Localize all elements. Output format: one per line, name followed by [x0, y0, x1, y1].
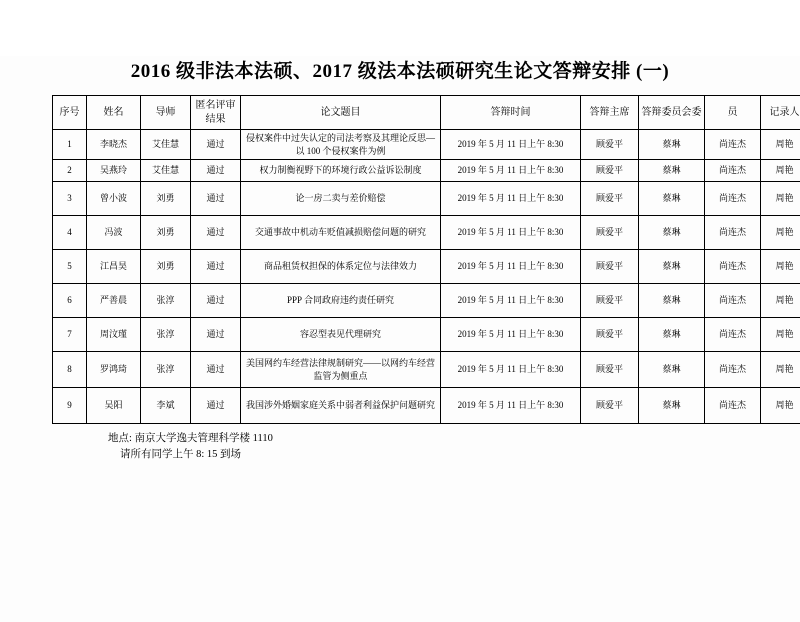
cell-defense-time: 2019 年 5 月 11 日上午 8:30 — [441, 284, 581, 318]
header-topic: 论文题目 — [241, 96, 441, 130]
cell-seq: 9 — [53, 388, 87, 424]
cell-chair: 顾爱平 — [581, 216, 639, 250]
table-body — [53, 130, 800, 424]
table-row — [53, 216, 800, 250]
cell-committee-2: 尚连杰 — [705, 130, 761, 160]
cell-blind-review: 通过 — [191, 352, 241, 388]
document-page — [0, 56, 800, 622]
cell-seq: 6 — [53, 284, 87, 318]
cell-committee-2: 尚连杰 — [705, 284, 761, 318]
cell-recorder: 周艳 — [761, 388, 800, 424]
cell-recorder: 周艳 — [761, 130, 800, 160]
cell-name: 江昌昊 — [87, 250, 141, 284]
cell-committee-2: 尚连杰 — [705, 388, 761, 424]
cell-committee-2: 尚连杰 — [705, 160, 761, 182]
cell-chair: 顾爱平 — [581, 318, 639, 352]
cell-blind-review: 通过 — [191, 318, 241, 352]
cell-defense-time: 2019 年 5 月 11 日上午 8:30 — [441, 318, 581, 352]
cell-advisor: 李斌 — [141, 388, 191, 424]
defense-schedule-table — [52, 95, 800, 424]
cell-topic: 我国涉外婚姻家庭关系中弱者利益保护问题研究 — [241, 388, 441, 424]
cell-seq: 3 — [53, 182, 87, 216]
cell-committee-1: 蔡琳 — [639, 130, 705, 160]
cell-defense-time: 2019 年 5 月 11 日上午 8:30 — [441, 160, 581, 182]
footer-location: 地点: 南京大学逸夫管理科学楼 1110 — [108, 431, 748, 447]
cell-committee-1: 蔡琳 — [639, 284, 705, 318]
cell-committee-1: 蔡琳 — [639, 352, 705, 388]
cell-topic: 商品租赁权担保的体系定位与法律效力 — [241, 250, 441, 284]
cell-chair: 顾爱平 — [581, 250, 639, 284]
footer-notes — [108, 431, 748, 464]
cell-name: 冯波 — [87, 216, 141, 250]
cell-chair: 顾爱平 — [581, 160, 639, 182]
cell-committee-2: 尚连杰 — [705, 182, 761, 216]
table-row — [53, 318, 800, 352]
header-chair: 答辩主席 — [581, 96, 639, 130]
cell-committee-2: 尚连杰 — [705, 352, 761, 388]
cell-chair: 顾爱平 — [581, 388, 639, 424]
cell-committee-2: 尚连杰 — [705, 318, 761, 352]
cell-defense-time: 2019 年 5 月 11 日上午 8:30 — [441, 352, 581, 388]
cell-chair: 顾爱平 — [581, 130, 639, 160]
cell-recorder: 周艳 — [761, 352, 800, 388]
header-committee: 答辩委员会委 — [639, 96, 705, 130]
table-row — [53, 160, 800, 182]
cell-blind-review: 通过 — [191, 160, 241, 182]
cell-defense-time: 2019 年 5 月 11 日上午 8:30 — [441, 130, 581, 160]
cell-advisor: 张淳 — [141, 284, 191, 318]
cell-topic: PPP 合同政府违约责任研究 — [241, 284, 441, 318]
cell-topic: 论一房二卖与差价赔偿 — [241, 182, 441, 216]
cell-seq: 5 — [53, 250, 87, 284]
cell-defense-time: 2019 年 5 月 11 日上午 8:30 — [441, 182, 581, 216]
cell-chair: 顾爱平 — [581, 182, 639, 216]
header-blind-review: 匿名评审结果 — [191, 96, 241, 130]
cell-blind-review: 通过 — [191, 388, 241, 424]
cell-blind-review: 通过 — [191, 250, 241, 284]
cell-seq: 8 — [53, 352, 87, 388]
cell-advisor: 张淳 — [141, 318, 191, 352]
cell-chair: 顾爱平 — [581, 352, 639, 388]
cell-seq: 4 — [53, 216, 87, 250]
header-seq: 序号 — [53, 96, 87, 130]
cell-committee-1: 蔡琳 — [639, 160, 705, 182]
cell-committee-2: 尚连杰 — [705, 250, 761, 284]
cell-advisor: 刘勇 — [141, 216, 191, 250]
cell-recorder: 周艳 — [761, 318, 800, 352]
table-row — [53, 182, 800, 216]
cell-topic: 侵权案件中过失认定的司法考察及其理论反思—以 100 个侵权案件为例 — [241, 130, 441, 160]
table-row — [53, 284, 800, 318]
cell-advisor: 刘勇 — [141, 182, 191, 216]
cell-blind-review: 通过 — [191, 130, 241, 160]
cell-committee-2: 尚连杰 — [705, 216, 761, 250]
table-row — [53, 388, 800, 424]
cell-name: 严善晨 — [87, 284, 141, 318]
cell-advisor: 艾佳慧 — [141, 130, 191, 160]
cell-recorder: 周艳 — [761, 284, 800, 318]
cell-name: 罗鸿琦 — [87, 352, 141, 388]
header-defense-time: 答辩时间 — [441, 96, 581, 130]
header-recorder: 记录人 — [761, 96, 800, 130]
cell-recorder: 周艳 — [761, 250, 800, 284]
cell-name: 李晓杰 — [87, 130, 141, 160]
cell-topic: 权力制衡视野下的环境行政公益诉讼制度 — [241, 160, 441, 182]
page-title: 2016 级非法本法硕、2017 级法本法硕研究生论文答辩安排 (一) — [52, 56, 748, 83]
table-row — [53, 352, 800, 388]
cell-advisor: 刘勇 — [141, 250, 191, 284]
cell-seq: 1 — [53, 130, 87, 160]
cell-committee-1: 蔡琳 — [639, 250, 705, 284]
table-row — [53, 130, 800, 160]
cell-name: 周汶瑾 — [87, 318, 141, 352]
table-row — [53, 250, 800, 284]
cell-name: 曾小波 — [87, 182, 141, 216]
cell-blind-review: 通过 — [191, 284, 241, 318]
cell-committee-1: 蔡琳 — [639, 318, 705, 352]
cell-name: 吴阳 — [87, 388, 141, 424]
cell-topic: 美国网约车经营法律规制研究——以网约车经营监管为侧重点 — [241, 352, 441, 388]
cell-seq: 7 — [53, 318, 87, 352]
cell-chair: 顾爱平 — [581, 284, 639, 318]
cell-seq: 2 — [53, 160, 87, 182]
cell-advisor: 张淳 — [141, 352, 191, 388]
header-advisor: 导师 — [141, 96, 191, 130]
cell-name: 吴燕玲 — [87, 160, 141, 182]
cell-topic: 容忍型表见代理研究 — [241, 318, 441, 352]
cell-recorder: 周艳 — [761, 160, 800, 182]
cell-committee-1: 蔡琳 — [639, 182, 705, 216]
cell-committee-1: 蔡琳 — [639, 388, 705, 424]
cell-advisor: 艾佳慧 — [141, 160, 191, 182]
footer-notice: 请所有同学上午 8: 15 到场 — [108, 447, 748, 463]
header-members: 员 — [705, 96, 761, 130]
cell-topic: 交通事故中机动车贬值减损赔偿问题的研究 — [241, 216, 441, 250]
cell-committee-1: 蔡琳 — [639, 216, 705, 250]
cell-recorder: 周艳 — [761, 216, 800, 250]
cell-defense-time: 2019 年 5 月 11 日上午 8:30 — [441, 250, 581, 284]
header-name: 姓名 — [87, 96, 141, 130]
cell-defense-time: 2019 年 5 月 11 日上午 8:30 — [441, 216, 581, 250]
cell-blind-review: 通过 — [191, 216, 241, 250]
cell-blind-review: 通过 — [191, 182, 241, 216]
cell-recorder: 周艳 — [761, 182, 800, 216]
table-header-row — [53, 96, 800, 130]
cell-defense-time: 2019 年 5 月 11 日上午 8:30 — [441, 388, 581, 424]
